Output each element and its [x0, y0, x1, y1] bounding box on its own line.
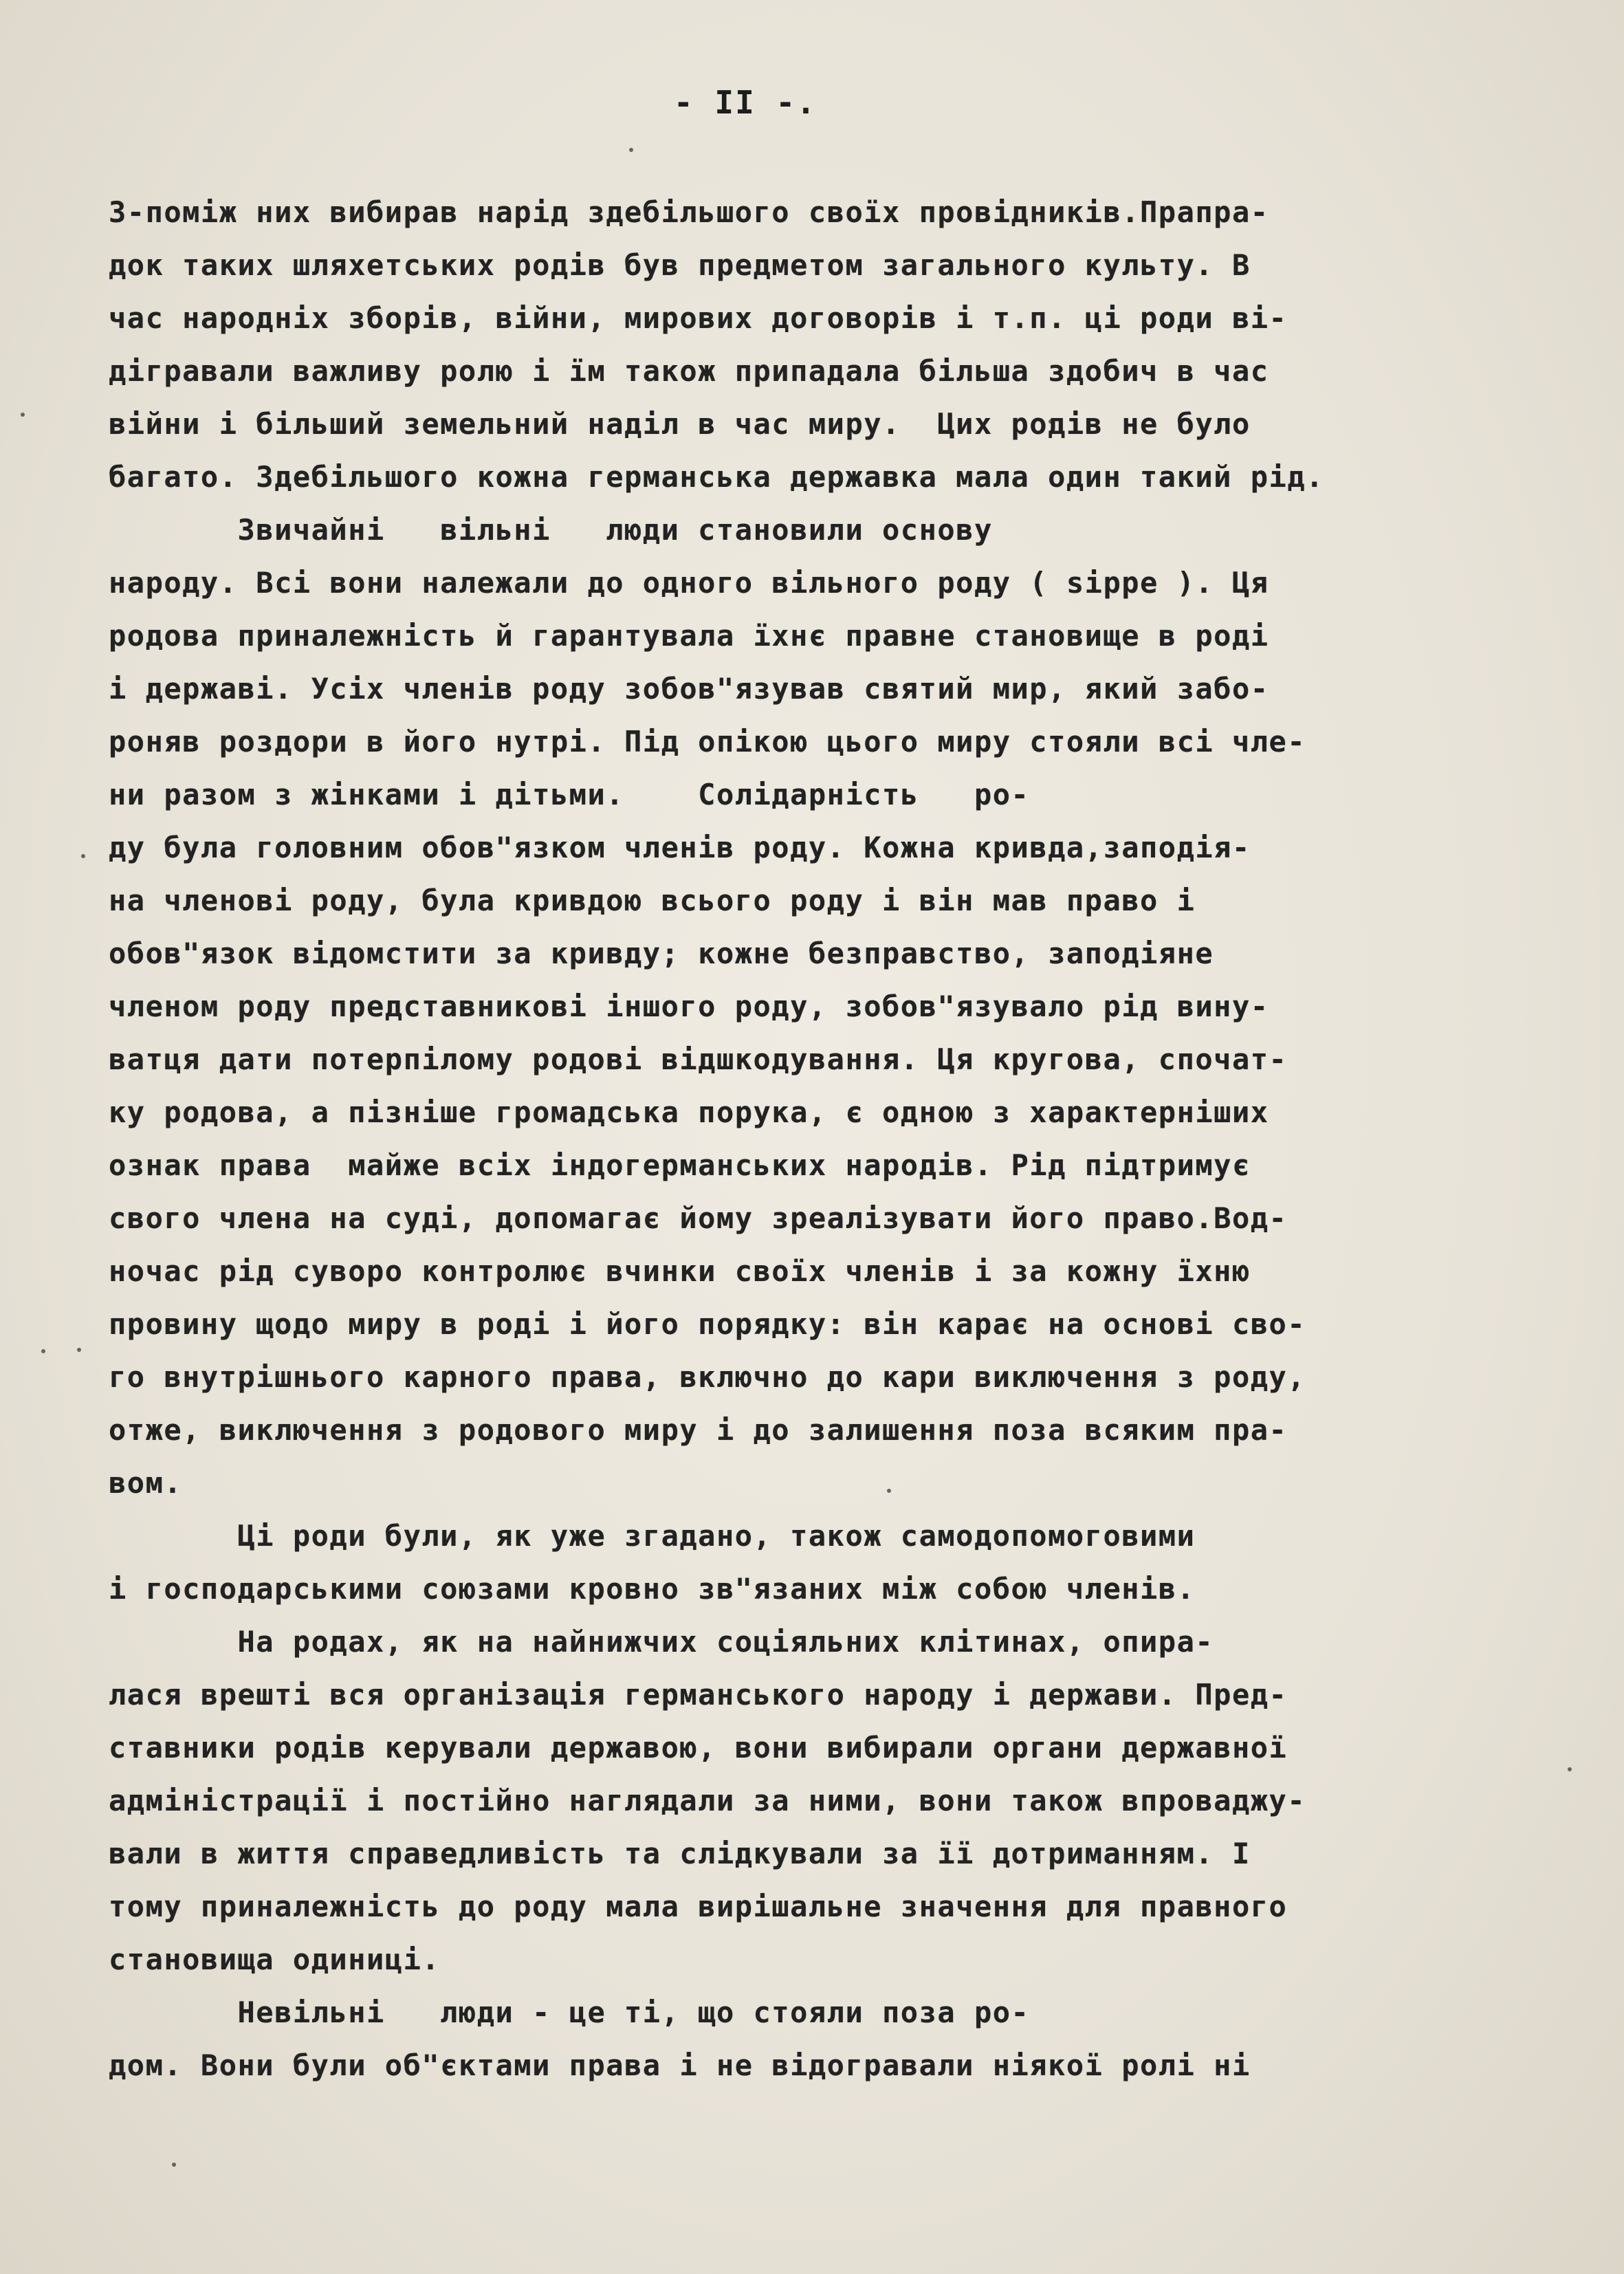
text-line: отже, виключення з родового миру і до залишення поза всяким пра- — [109, 1413, 1288, 1447]
text-line: вали в життя справедливість та слідкували за її дотриманням. І — [109, 1837, 1251, 1870]
text-line: роняв роздори в його нутрі. Під опікою цього миру стояли всі чле- — [109, 725, 1306, 758]
text-line: ознак права майже всіх індогерманських народів. Рід підтримує — [109, 1148, 1251, 1182]
text-line: ватця дати потерпілому родові відшкодування. Ця кругова, спочат- — [109, 1042, 1288, 1076]
text-line: провину щодо миру в роді і його порядку: він карає на основі сво- — [109, 1307, 1306, 1341]
text-line: ку родова, а пізніше громадська порука, є одною з характерніших — [109, 1095, 1269, 1129]
scan-speck — [77, 1348, 81, 1352]
text-line: на членові роду, була кривдою всього роду і він мав право і — [109, 884, 1196, 917]
text-line: ду була головним обов"язком членів роду. Кожна кривда,заподія- — [109, 831, 1251, 864]
text-line: ставники родів керували державою, вони вибирали органи державної — [109, 1731, 1288, 1764]
text-line: родова приналежність й гарантувала їхнє правне становище в роді — [109, 619, 1269, 653]
scan-speck — [629, 148, 633, 152]
text-line: лася врешті вся організація германського народу і держави. Пред- — [109, 1678, 1288, 1712]
text-line: час народніх зборів, війни, мирових договорів і т.п. ці роди ві- — [109, 301, 1288, 335]
text-line: багато. Здебільшого кожна германська державка мала один такий рід. — [109, 460, 1324, 494]
text-line: війни і більший земельний наділ в час миру. Цих родів не було — [109, 407, 1251, 441]
scan-speck — [21, 413, 25, 417]
text-line: і державі. Усіх членів роду зобов"язував святий мир, який забо- — [109, 672, 1269, 706]
scan-speck — [172, 2163, 176, 2167]
text-line: На родах, як на найнижчих соціяльних клітинах, опира- — [109, 1625, 1214, 1659]
body-text — [109, 186, 1559, 2092]
page-number: - II -. — [674, 84, 817, 121]
text-line: док таких шляхетських родів був предметом загального культу. В — [109, 248, 1251, 282]
text-line: ни разом з жінками і дітьми. Солідарність ро- — [109, 778, 1030, 811]
text-line: Ці роди були, як уже згадано, також самодопомоговими — [109, 1519, 1196, 1553]
text-line: го внутрішнього карного права, включно до кари виключення з роду, — [109, 1360, 1306, 1394]
scan-speck — [1568, 1767, 1572, 1771]
text-line: адміністрації і постійно наглядали за ними, вони також впроваджу- — [109, 1784, 1306, 1817]
text-line: членом роду представникові іншого роду, зобов"язувало рід вину- — [109, 990, 1269, 1023]
text-line: тому приналежність до роду мала вирішальне значення для правного — [109, 1890, 1288, 1923]
text-line: З-поміж них вибирав нарід здебільшого своїх провідників.Прапра- — [109, 195, 1269, 229]
text-line: народу. Всі вони належали до одного вільного роду ( sippe ). Ця — [109, 566, 1269, 600]
text-line: дом. Вони були об"єктами права і не відогравали ніякої ролі ні — [109, 2048, 1251, 2082]
text-line: і господарськими союзами кровно зв"язаних між собою членів. — [109, 1572, 1196, 1606]
text-line: Невільні люди - це ті, що стояли поза ро- — [109, 1996, 1030, 2029]
text-line: вом. — [109, 1466, 183, 1500]
text-line: ночас рід суворо контролює вчинки своїх членів і за кожну їхню — [109, 1254, 1251, 1288]
text-line: становища одиниці. — [109, 1943, 441, 1976]
text-line: Звичайні вільні люди становили основу — [109, 513, 993, 547]
text-line: обов"язок відомстити за кривду; кожне безправство, заподіяне — [109, 937, 1214, 970]
text-line: свого члена на суді, допомагає йому зреалізувати його право.Вод- — [109, 1201, 1288, 1235]
text-line: дігравали важливу ролю і їм також припадала більша здобич в час — [109, 354, 1269, 388]
scan-speck — [41, 1349, 45, 1353]
scan-speck — [81, 854, 85, 858]
